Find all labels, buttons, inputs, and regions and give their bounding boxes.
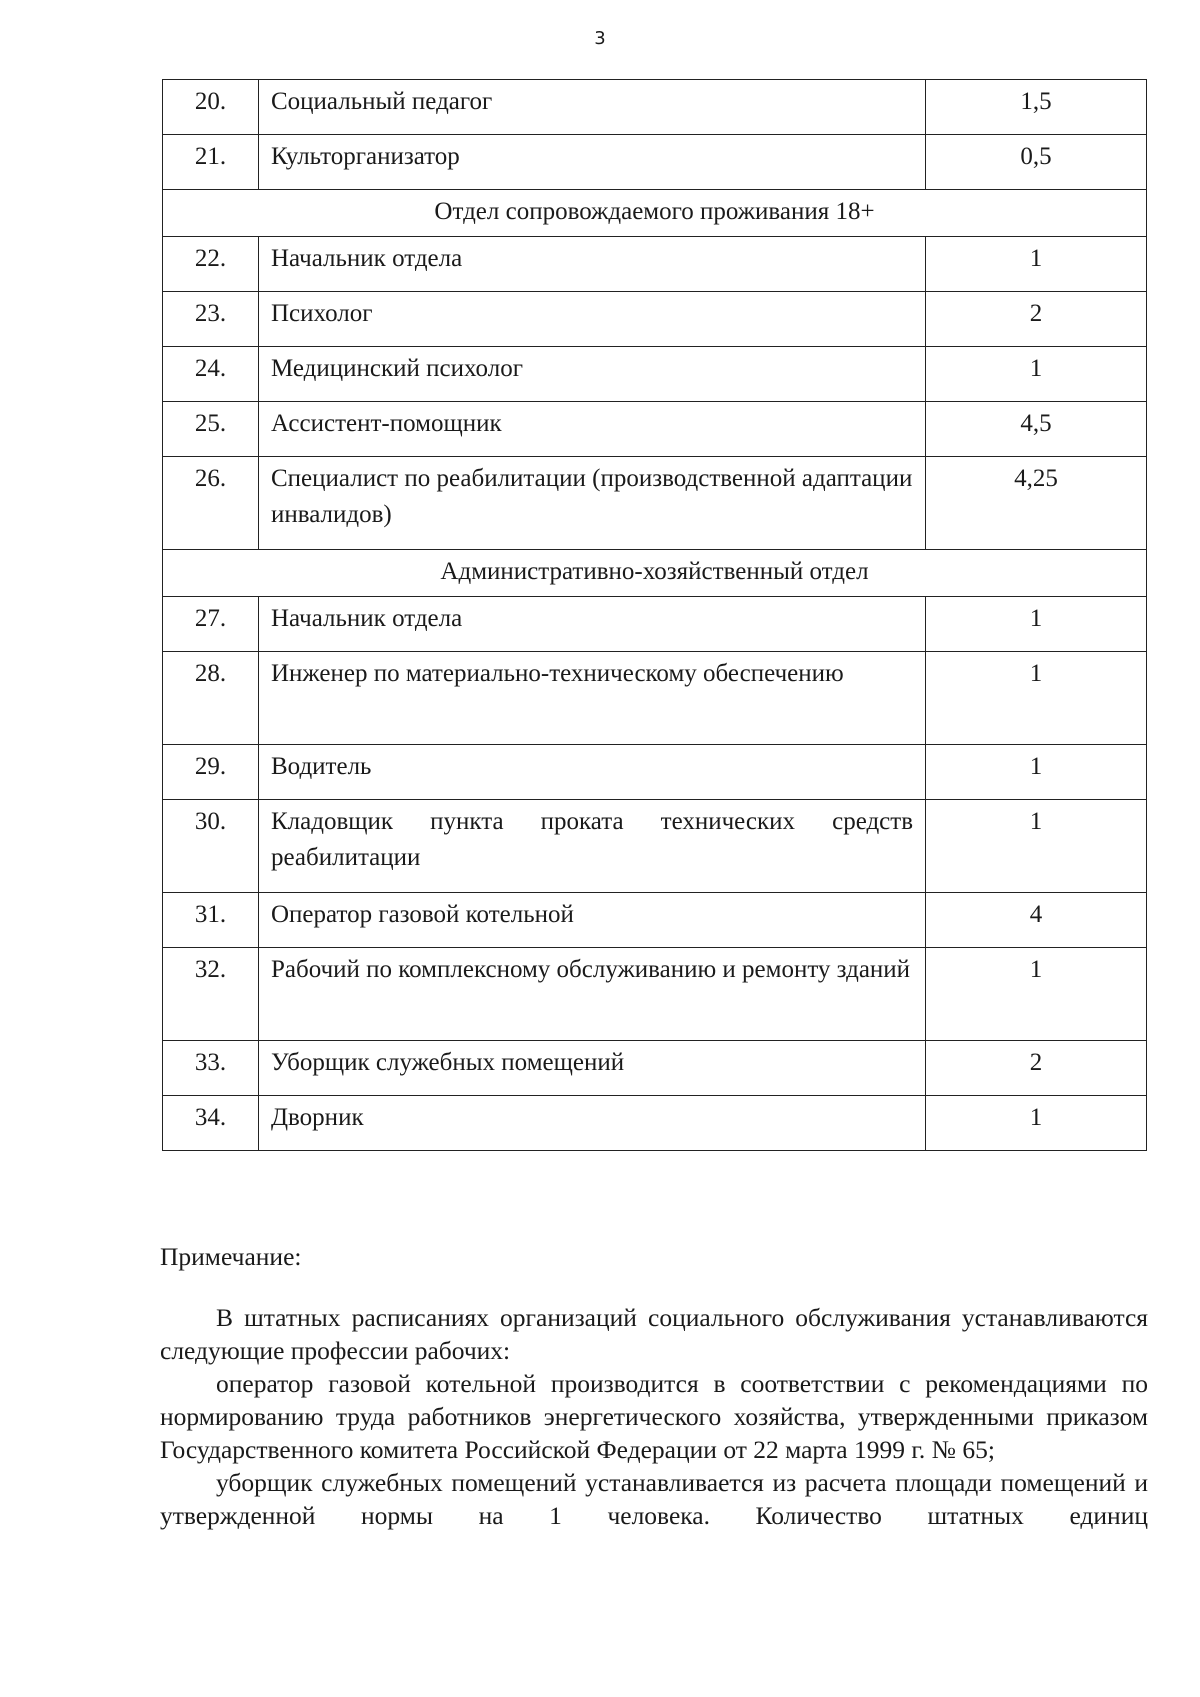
table-row	[163, 237, 1147, 292]
row-number: 21.	[163, 135, 259, 190]
staff-units: 1	[926, 652, 1147, 745]
notes-paragraph: В штатных расписаниях организаций социального обслуживания устанавливаются следующие профессии рабочих:	[160, 1303, 1148, 1365]
staff-units: 2	[926, 1041, 1147, 1096]
staff-units: 1,5	[926, 80, 1147, 135]
notes-section	[160, 1240, 1148, 1532]
position-title: Кладовщик пункта проката технических средств реабилитации	[259, 800, 926, 893]
staff-units: 1	[926, 347, 1147, 402]
position-title: Ассистент-помощник	[259, 402, 926, 457]
position-title: Социальный педагог	[259, 80, 926, 135]
position-title: Дворник	[259, 1096, 926, 1151]
section-header-row	[163, 550, 1147, 597]
table-row	[163, 893, 1147, 948]
staff-units: 1	[926, 800, 1147, 893]
position-title: Рабочий по комплексному обслуживанию и ремонту зданий	[259, 948, 926, 1041]
notes-heading: Примечание:	[160, 1242, 302, 1271]
row-number: 25.	[163, 402, 259, 457]
staff-units: 1	[926, 597, 1147, 652]
row-number: 28.	[163, 652, 259, 745]
table-row	[163, 597, 1147, 652]
table-row	[163, 347, 1147, 402]
section-title: Административно-хозяйственный отдел	[163, 550, 1147, 597]
row-number: 23.	[163, 292, 259, 347]
table-row	[163, 135, 1147, 190]
table-row	[163, 1041, 1147, 1096]
position-title: Уборщик служебных помещений	[259, 1041, 926, 1096]
table-row	[163, 402, 1147, 457]
staff-units: 1	[926, 745, 1147, 800]
row-number: 29.	[163, 745, 259, 800]
row-number: 34.	[163, 1096, 259, 1151]
table-row	[163, 652, 1147, 745]
position-title: Водитель	[259, 745, 926, 800]
row-number: 20.	[163, 80, 259, 135]
position-title: Инженер по материально-техническому обеспечению	[259, 652, 926, 745]
table-row	[163, 800, 1147, 893]
position-title: Начальник отдела	[259, 237, 926, 292]
table-row	[163, 1096, 1147, 1151]
table-row	[163, 948, 1147, 1041]
row-number: 26.	[163, 457, 259, 550]
staff-units: 1	[926, 1096, 1147, 1151]
staff-units: 2	[926, 292, 1147, 347]
notes-paragraph: уборщик служебных помещений устанавливается из расчета площади помещений и утвержденной нормы на 1 человека. Количество штатных единиц	[160, 1468, 1148, 1530]
section-header-row	[163, 190, 1147, 237]
position-title: Культорганизатор	[259, 135, 926, 190]
staffing-table	[162, 79, 1147, 1151]
row-number: 30.	[163, 800, 259, 893]
position-title: Начальник отдела	[259, 597, 926, 652]
row-number: 31.	[163, 893, 259, 948]
staff-units: 4	[926, 893, 1147, 948]
table-row	[163, 292, 1147, 347]
section-title: Отдел сопровождаемого проживания 18+	[163, 190, 1147, 237]
row-number: 33.	[163, 1041, 259, 1096]
notes-paragraph: оператор газовой котельной производится в соответствии с рекомендациями по нормированию труда работников энергетического хозяйства, утвержденными приказом Государственного комитета Российской Федерации от 22 марта 1999 г. № 65;	[160, 1369, 1148, 1464]
position-title: Психолог	[259, 292, 926, 347]
table-row	[163, 745, 1147, 800]
table-row	[163, 457, 1147, 550]
position-title: Оператор газовой котельной	[259, 893, 926, 948]
staff-units: 4,25	[926, 457, 1147, 550]
staff-units: 1	[926, 948, 1147, 1041]
row-number: 24.	[163, 347, 259, 402]
row-number: 27.	[163, 597, 259, 652]
row-number: 32.	[163, 948, 259, 1041]
table-row	[163, 80, 1147, 135]
position-title: Специалист по реабилитации (производственной адаптации инвалидов)	[259, 457, 926, 550]
row-number: 22.	[163, 237, 259, 292]
position-title: Медицинский психолог	[259, 347, 926, 402]
staff-units: 1	[926, 237, 1147, 292]
staff-units: 0,5	[926, 135, 1147, 190]
page-number: 3	[594, 28, 606, 49]
staff-units: 4,5	[926, 402, 1147, 457]
